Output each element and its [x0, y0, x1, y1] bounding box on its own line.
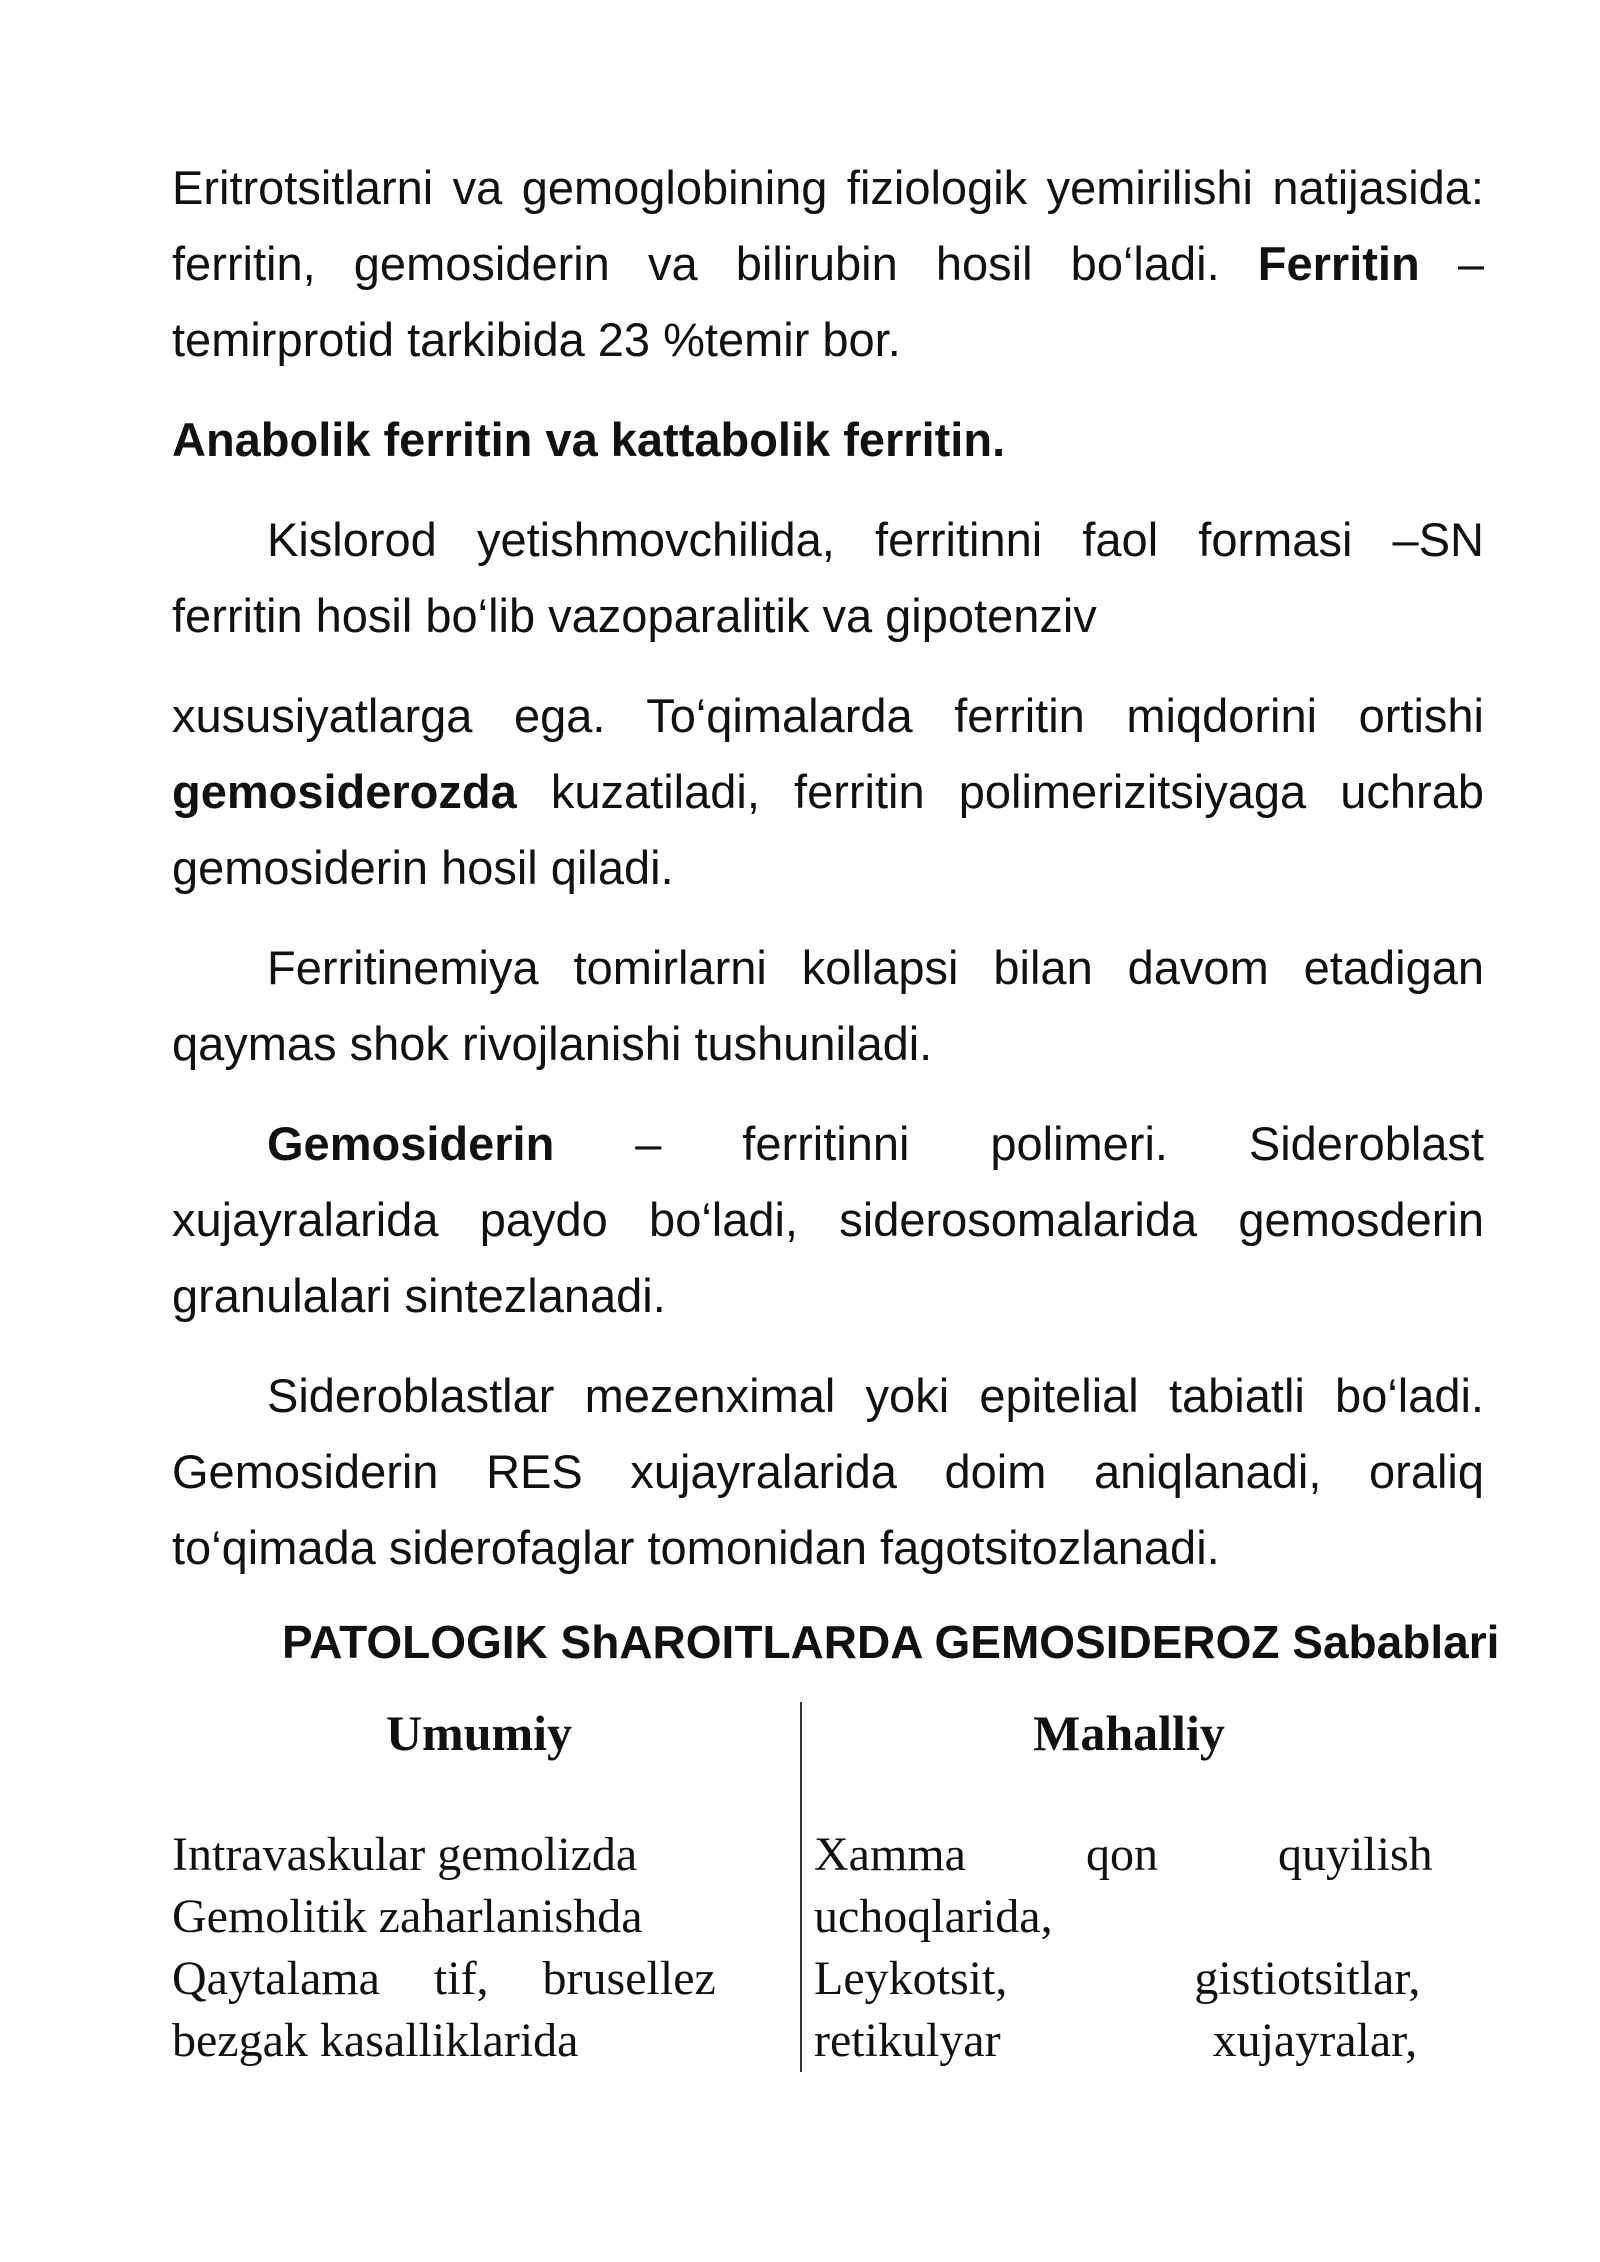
column-header-mahalliy: Mahalliy: [1033, 1705, 1225, 1761]
bold-term-ferritin: Ferritin: [1257, 237, 1420, 290]
table-line: Xamma qon quyilish: [814, 1828, 1433, 1881]
paragraph-gemosiderin: [172, 1106, 1484, 1334]
section-heading-gemosideroz: PATOLOGIK ShAROITLARDA GEMOSIDEROZ Sabablari: [282, 1616, 1500, 1668]
paragraph-text: – ferritinni polimeri. Sideroblast xujayralarida paydo bo‘ladi, siderosomalarida gemosderin granulalari sintezlanadi.: [172, 1117, 1484, 1322]
paragraph-text: xususiyatlarga ega. To‘qimalarda ferritin miqdorini ortishi: [172, 689, 1484, 742]
bold-term-gemosiderozda: gemosiderozda: [172, 765, 517, 818]
causes-table: [172, 1702, 1472, 2072]
heading-anabolik: Anabolik ferritin va kattabolik ferritin.: [172, 413, 1006, 466]
paragraph-text: kuzatiladi, ferritin polimerizitsiyaga uchrab gemosiderin hosil qiladi.: [172, 765, 1484, 894]
column-header-umumiy: Umumiy: [385, 1705, 573, 1761]
column-divider: [800, 1702, 802, 2072]
bold-term-gemosiderin: Gemosiderin: [267, 1117, 555, 1170]
column-mahalliy: [814, 1702, 1444, 2072]
paragraph-ferritinemiya: Ferritinemiya tomirlarni kollapsi bilan davom etadigan qaymas shok rivojlanishi tushuniladi.: [172, 941, 1484, 1070]
paragraph-sideroblastlar: Sideroblastlar mezenximal yoki epitelial tabiatli bo‘ladi. Gemosiderin RES xujayralarida doim aniqlanadi, oraliq to‘qimada siderofaglar tomonidan fagotsitozlanadi.: [172, 1369, 1484, 1574]
table-line: Leykotsit, gistiotsitlar,: [814, 1952, 1421, 2005]
paragraph-xususiyatlarga: [172, 678, 1484, 906]
paragraph-text: Eritrotsitlarni va gemoglobining fiziologik yemirilishi natijasida: ferritin, gemosiderin va bilirubin hosil bo‘ladi.: [172, 161, 1484, 290]
paragraph-text: –temirprotid tarkibida 23 %temir bor.: [172, 237, 1485, 366]
document-page: [172, 150, 1500, 2072]
table-line: uchoqlarida,: [814, 1890, 1053, 1943]
table-line: retikulyar xujayralar,: [814, 2014, 1418, 2067]
table-line: Qaytalama tif, brusellez: [172, 1952, 716, 2005]
paragraph-kislorod: Kislorod yetishmovchilida, ferritinni faol formasi –SN ferritin hosil bo‘lib vazoparalitik va gipotenziv: [172, 513, 1484, 642]
table-line: Intravaskular gemolizda: [172, 1828, 638, 1881]
table-line: Gemolitik zaharlanishda: [172, 1890, 643, 1943]
column-umumiy: [172, 1702, 786, 2072]
table-line: bezgak kasalliklarida: [172, 2014, 579, 2067]
paragraph-ferritin-intro: [172, 150, 1484, 378]
